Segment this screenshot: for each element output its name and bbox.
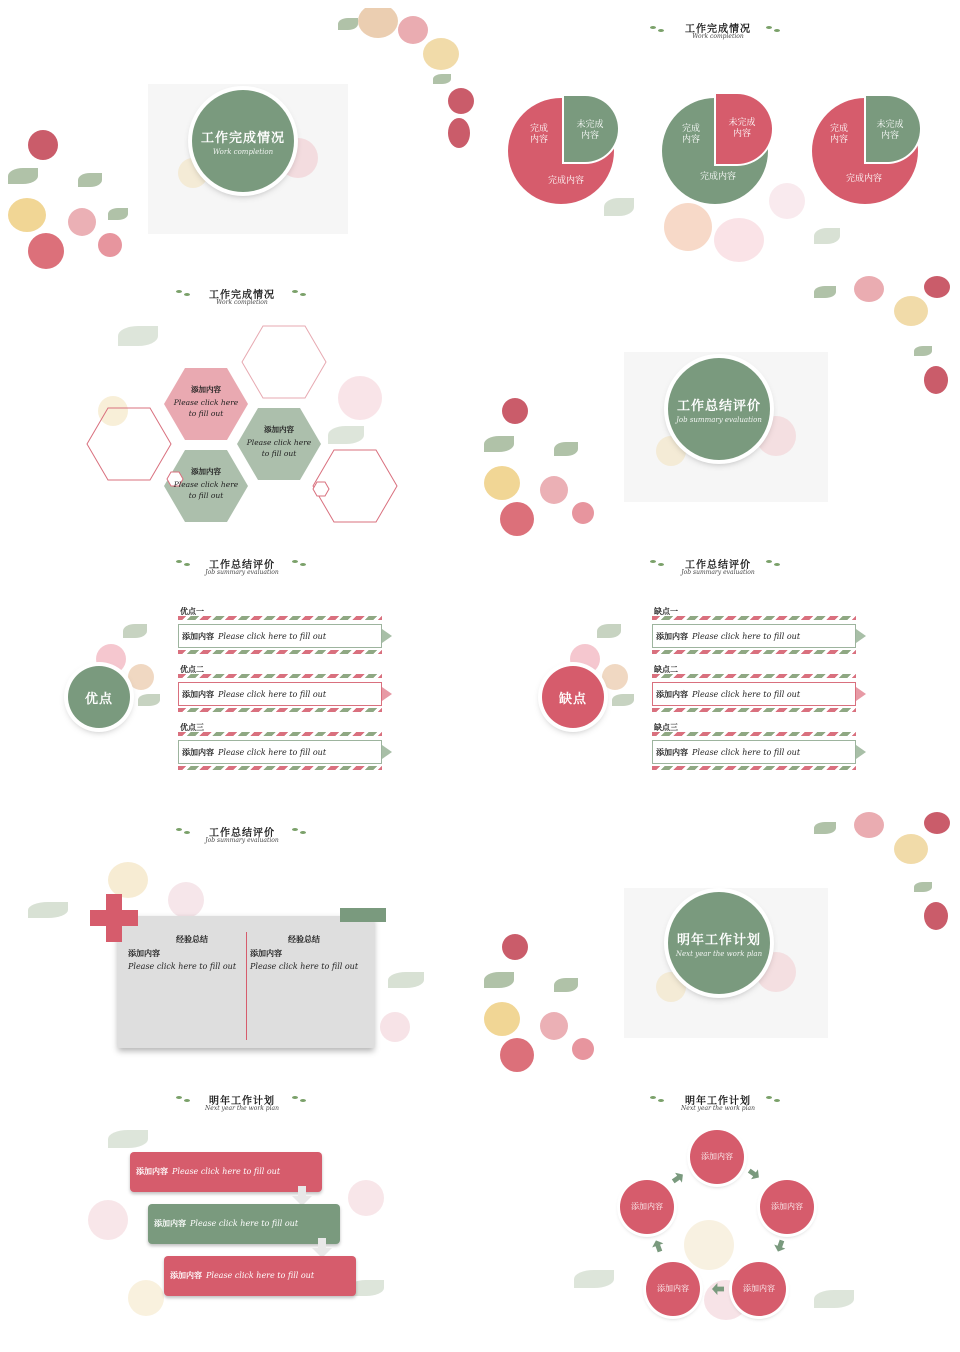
slide-title: 工作完成情况: [685, 24, 751, 35]
pie3-label-done-b: 完成内容: [845, 174, 882, 184]
item-heading-3: 缺点三: [654, 723, 678, 732]
bar2-key: 添加内容: [182, 690, 214, 699]
cycle-arrow-icon-1: [746, 1166, 763, 1183]
slide-work-completion-hexagons: [8, 276, 476, 538]
hex-small-right: [313, 482, 329, 496]
slide-experience-summary: [8, 812, 476, 1074]
slide-title: 工作总结评价: [209, 828, 275, 839]
slide-subtitle: Work completion: [216, 299, 268, 306]
slide-next-year-plan-cycle: [484, 1080, 952, 1342]
pie1-label-done-a: 完成 内容: [529, 124, 548, 145]
bar1-arrow-icon: [856, 629, 866, 643]
hex-text-green-bottom: [168, 466, 244, 501]
section-title-circle: [192, 90, 294, 192]
hex-text-green-right: [241, 424, 317, 459]
plan-step-3[interactable]: [164, 1256, 356, 1296]
slide-subtitle: Work completion: [692, 33, 744, 40]
slide-title: 工作总结评价: [685, 560, 751, 571]
slide-title: 工作完成情况: [209, 290, 275, 301]
content-bar-3[interactable]: [178, 740, 382, 764]
slide-title: 工作总结评价: [209, 560, 275, 571]
pie2-label-done-b: 完成内容: [699, 172, 736, 182]
slide-next-year-plan-steps: [8, 1080, 476, 1342]
weaknesses-label: 缺点: [558, 691, 587, 707]
pie1-label-undone: 未完成 内容: [576, 120, 604, 141]
step3-key: 添加内容: [170, 1271, 202, 1280]
leaf-sprig-icon-right: [290, 1096, 312, 1102]
cycle-arrow-icon-4: [650, 1238, 665, 1253]
bar2-arrow-icon: [382, 687, 392, 701]
hex-outline-top: [242, 326, 326, 398]
slide-next-year-plan-cover: [484, 812, 952, 1074]
bar2-key: 添加内容: [656, 690, 688, 699]
leaf-sprig-icon-right: [290, 828, 312, 834]
hex3-text: Please click here to fill out: [173, 480, 239, 500]
cycle-node-4[interactable]: 添加内容: [646, 1262, 700, 1316]
cycle-node-3[interactable]: 添加内容: [732, 1262, 786, 1316]
slide-subtitle: Job summary evaluation: [205, 837, 279, 844]
slide-subtitle: Job summary evaluation: [681, 569, 755, 576]
cycle-arrow-icon-2: [772, 1238, 787, 1253]
leaf-sprig-icon-right: [290, 560, 312, 566]
item-heading-1: 缺点一: [654, 607, 678, 616]
slide-subtitle: Next year the work plan: [205, 1105, 279, 1112]
content-bar-2[interactable]: [652, 682, 856, 706]
hex1-label: 添加内容: [191, 385, 221, 394]
slide-title: 明年工作计划: [209, 1096, 275, 1107]
stripe-bottom-3: [652, 766, 856, 770]
cycle-node-2[interactable]: 添加内容: [760, 1180, 814, 1234]
weaknesses-circle: [542, 666, 604, 728]
stripe-top-2: [178, 674, 382, 678]
cycle-node-5[interactable]: 添加内容: [620, 1180, 674, 1234]
stripe-top-1: [652, 616, 856, 620]
column2-heading: 经验总结: [288, 935, 320, 944]
plan-step-2[interactable]: [148, 1204, 340, 1244]
leaf-sprig-icon-right: [764, 26, 786, 32]
strengths-label: 优点: [84, 691, 113, 707]
content-bar-3[interactable]: [652, 740, 856, 764]
step1-key: 添加内容: [136, 1167, 168, 1176]
cycle-node-1[interactable]: 添加内容: [690, 1130, 744, 1184]
item-heading-1: 优点一: [180, 607, 204, 616]
section-title: 明年工作计划: [676, 932, 761, 948]
bar2-text: Please click here to fill out: [692, 690, 801, 699]
stripe-top-3: [178, 732, 382, 736]
step2-key: 添加内容: [154, 1219, 186, 1228]
bar2-text: Please click here to fill out: [218, 690, 327, 699]
section-subtitle: Job summary evaluation: [676, 415, 762, 424]
content-bar-2[interactable]: [178, 682, 382, 706]
column2-key: 添加内容: [250, 949, 282, 958]
pie2-label-done-a: 完成 内容: [681, 124, 700, 145]
slide-title: 明年工作计划: [685, 1096, 751, 1107]
bar3-key: 添加内容: [182, 748, 214, 757]
section-title: 工作完成情况: [200, 130, 285, 146]
pie3-label-undone: 未完成 内容: [876, 120, 904, 141]
stripe-top-1: [178, 616, 382, 620]
content-bar-1[interactable]: [178, 624, 382, 648]
stripe-bottom-3: [178, 766, 382, 770]
bar3-text: Please click here to fill out: [218, 748, 327, 757]
slide-strengths: [8, 544, 476, 806]
section-subtitle: Next year the work plan: [675, 949, 763, 958]
column2-text: Please click here to fill out: [250, 962, 359, 971]
column1-key: 添加内容: [128, 949, 160, 958]
hex2-text: Please click here to fill out: [246, 438, 312, 458]
bar3-arrow-icon: [856, 745, 866, 759]
bar1-text: Please click here to fill out: [692, 632, 801, 641]
stripe-bottom-2: [178, 708, 382, 712]
stripe-top-3: [652, 732, 856, 736]
bar2-arrow-icon: [856, 687, 866, 701]
column1-heading: 经验总结: [176, 935, 208, 944]
card-divider: [246, 932, 247, 1040]
bar1-key: 添加内容: [656, 632, 688, 641]
bar3-key: 添加内容: [656, 748, 688, 757]
pie2-label-undone: 未完成 内容: [728, 118, 756, 139]
hex2-label: 添加内容: [264, 425, 294, 434]
content-bar-1[interactable]: [652, 624, 856, 648]
stripe-bottom-2: [652, 708, 856, 712]
hex3-label: 添加内容: [191, 467, 221, 476]
hex-text-pink: [168, 384, 244, 419]
leaf-sprig-icon-right: [764, 1096, 786, 1102]
step1-text: Please click here to fill out: [172, 1167, 281, 1176]
column1-text: Please click here to fill out: [128, 962, 237, 971]
step2-text: Please click here to fill out: [190, 1219, 299, 1228]
pie1-label-done-b: 完成内容: [547, 176, 584, 186]
strengths-circle: [68, 666, 130, 728]
slide-subtitle: Job summary evaluation: [205, 569, 279, 576]
item-heading-2: 优点二: [180, 665, 204, 674]
bar1-text: Please click here to fill out: [218, 632, 327, 641]
slide-work-completion-cover: [8, 8, 476, 270]
item-heading-3: 优点三: [180, 723, 204, 732]
bar1-arrow-icon: [382, 629, 392, 643]
cycle-arrow-icon-5: [670, 1170, 687, 1187]
bar1-key: 添加内容: [182, 632, 214, 641]
bar3-arrow-icon: [382, 745, 392, 759]
leaf-sprig-icon-right: [764, 560, 786, 566]
step3-text: Please click here to fill out: [206, 1271, 315, 1280]
section-title: 工作总结评价: [676, 398, 761, 414]
slide-subtitle: Next year the work plan: [681, 1105, 755, 1112]
bar3-text: Please click here to fill out: [692, 748, 801, 757]
green-tab: [340, 908, 386, 922]
hex1-text: Please click here to fill out: [173, 398, 239, 418]
stripe-bottom-1: [652, 650, 856, 654]
slide-job-summary-cover: [484, 276, 952, 538]
section-subtitle: Work completion: [212, 147, 274, 156]
hex-outline-left: [87, 408, 171, 480]
plan-step-1[interactable]: [130, 1152, 322, 1192]
stripe-bottom-1: [178, 650, 382, 654]
slide-weaknesses: [484, 544, 952, 806]
section-title-circle: [668, 358, 770, 460]
slide-work-completion-pies: [484, 8, 952, 270]
pie3-label-done-a: 完成 内容: [829, 124, 848, 145]
item-heading-2: 缺点二: [654, 665, 678, 674]
stripe-top-2: [652, 674, 856, 678]
plus-icon: [90, 894, 138, 942]
section-title-circle: [668, 892, 770, 994]
